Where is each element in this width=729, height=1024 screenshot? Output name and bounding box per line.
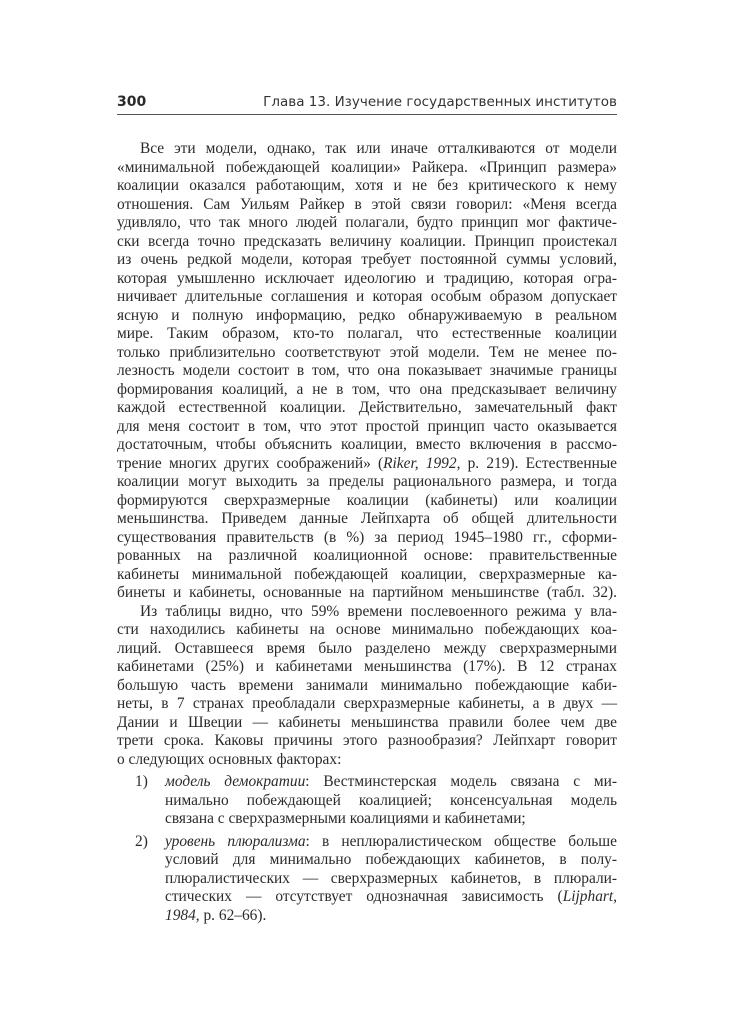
italic-text: уровень плюрализма (165, 832, 306, 850)
text-line (117, 418, 617, 437)
text-segment: для меня состоит в том, что этот простой принцип часто оказывается (117, 417, 617, 435)
text-segment: трение многих других соображений» ( (117, 454, 384, 472)
text-segment: существования правительств (в %) за период 1945–1980 гг., сформи- (117, 528, 617, 546)
text-segment: : Вестминстерская модель связана с ми- (305, 773, 617, 790)
text-line (117, 473, 617, 492)
text-line (117, 251, 617, 270)
text-line (117, 159, 617, 178)
list-number: 1) (135, 773, 148, 790)
page-number: 300 (117, 94, 147, 110)
text-line (117, 177, 617, 196)
paragraph (117, 603, 617, 770)
text-line (165, 888, 617, 907)
text-line (117, 436, 617, 455)
text-line (117, 233, 617, 252)
text-segment: неты, в 7 странах преобладали сверхразмерные кабинеты, а в двух — (117, 695, 617, 712)
text-segment: достаточным, чтобы объяснить коалиции, вместо включения в рассмо- (117, 436, 617, 453)
text-line (165, 870, 617, 889)
text-line (117, 362, 617, 381)
list-item (117, 773, 617, 829)
text-segment: бинеты и кабинеты, основанные на партийном меньшинстве (табл. 32). (117, 584, 617, 601)
text-segment: сти находились кабинеты на основе минимально побеждающих коа- (117, 621, 617, 638)
italic-text: модель демократии (165, 773, 306, 790)
page-body (117, 140, 617, 925)
text-line (117, 344, 617, 363)
text-line (117, 714, 617, 733)
text-line (117, 270, 617, 289)
text-line (165, 810, 617, 829)
text-segment: нимально побеждающей коалицией; консенсуальная модель (165, 791, 617, 809)
italic-text: Lijphart, (562, 888, 617, 905)
text-segment: которая умышленно исключает идеологию и традицию, которая огра- (117, 269, 617, 287)
text-segment: условий для минимально побеждающих кабинетов, в полу- (165, 851, 617, 868)
text-line (165, 833, 617, 852)
chapter-title: Глава 13. Изучение государственных институтов (263, 94, 617, 110)
text-segment: меньшинства. Приведем данные Лейпхарта об общей длительности (117, 510, 617, 527)
text-segment: Все эти модели, однако, так или иначе отталкиваются от модели (140, 140, 617, 157)
text-segment: Из таблицы видно, что 59% времени послевоенного режима у вла- (140, 602, 617, 620)
text-line (117, 603, 617, 622)
text-line (117, 677, 617, 696)
text-segment: только приблизительно соответствуют этой модели. Тем не менее по- (117, 343, 617, 361)
italic-text: 1984 (165, 906, 196, 924)
text-segment: связана с сверхразмерными коалициями и кабинетами; (165, 810, 526, 827)
text-segment: лиций. Оставшееся время было разделено между сверхразмерными (117, 639, 617, 657)
text-segment: рованных на различной коалиционной основе: правительственные (117, 547, 617, 564)
text-segment: мире. Таким образом, кто-то полагал, что естественные коалиции (117, 325, 617, 342)
text-line (117, 529, 617, 548)
text-line (117, 658, 617, 677)
text-line (117, 732, 617, 751)
text-segment: большую часть времени занимали минимально побеждающие каби- (117, 676, 617, 694)
text-segment: , р. 219). Естественные (456, 454, 617, 472)
list-number: 2) (135, 832, 148, 850)
text-segment: отношения. Сам Уильям Райкер в этой связи говорил: «Меня всегда (117, 195, 617, 213)
text-segment: трети срока. Каковы причины этого разнообразия? Лейпхарт говорит (117, 732, 617, 749)
numbered-list (117, 773, 617, 925)
text-segment: формирования коалиций, а не в том, что она предсказывает величину (117, 380, 617, 398)
text-segment: «минимальной побеждающей коалиции» Райкера. «Принцип размера» (117, 158, 617, 176)
text-line (117, 140, 617, 159)
text-line (117, 307, 617, 326)
text-segment: ничивает длительные соглашения и которая особым образом допускает (117, 288, 617, 305)
text-line (117, 621, 617, 640)
text-line (117, 566, 617, 585)
text-line (117, 695, 617, 714)
paragraph (117, 140, 617, 603)
text-segment: из очень редкой модели, которая требует постоянной суммы условий, (117, 251, 617, 268)
text-line (117, 214, 617, 233)
text-line (117, 584, 617, 603)
text-segment: коалиции оказался работающим, хотя и не без критического к нему (117, 177, 617, 194)
text-segment: о следующих основных факторах: (117, 750, 342, 768)
text-segment: стических — отсутствует однозначная зависимость ( (165, 888, 563, 905)
text-line (117, 455, 617, 474)
text-segment: , р. 62–66). (195, 906, 267, 924)
text-segment: : в неплюралистическом обществе больше (305, 832, 617, 850)
text-segment: каждой естественной коалиции. Действительно, замечательный факт (117, 399, 617, 416)
text-segment: коалиции могут выходить за пределы рационального размера, и тогда (117, 473, 617, 490)
text-line (165, 773, 617, 792)
text-line (117, 510, 617, 529)
text-line (117, 325, 617, 344)
text-line (117, 492, 617, 511)
text-line (117, 399, 617, 418)
text-segment: ски всегда точно предсказать величину коалиции. Принцип проистекал (117, 232, 617, 250)
text-line (165, 851, 617, 870)
text-segment: ясную и полную информацию, редко обнаруживаемую в реальном (117, 306, 617, 324)
italic-text: Riker, 1992 (383, 454, 457, 472)
list-item (117, 833, 617, 926)
text-segment: Дании и Швеции — кабинеты меньшинства правили более чем две (117, 713, 617, 731)
text-segment: формируются сверхразмерные коалиции (кабинеты) или коалиции (117, 491, 617, 509)
text-line (117, 751, 617, 770)
text-line (117, 640, 617, 659)
text-segment: удивляло, что так много людей полагали, будто принцип мог фактиче- (117, 214, 617, 231)
text-segment: кабинетами (25%) и кабинетами меньшинства (17%). В 12 странах (117, 658, 617, 675)
text-line (117, 288, 617, 307)
text-segment: кабинеты минимальной побеждающей коалиции, сверхразмерные ка- (117, 565, 617, 583)
text-line (117, 381, 617, 400)
text-segment: плюралистических — сверхразмерных кабинетов, в плюрали- (165, 869, 617, 887)
text-line (117, 547, 617, 566)
text-segment: лезность модели состоит в том, что она показывает значимые границы (117, 362, 617, 379)
text-line (117, 196, 617, 215)
text-line (165, 792, 617, 811)
running-header (117, 94, 617, 115)
text-line (165, 907, 617, 926)
